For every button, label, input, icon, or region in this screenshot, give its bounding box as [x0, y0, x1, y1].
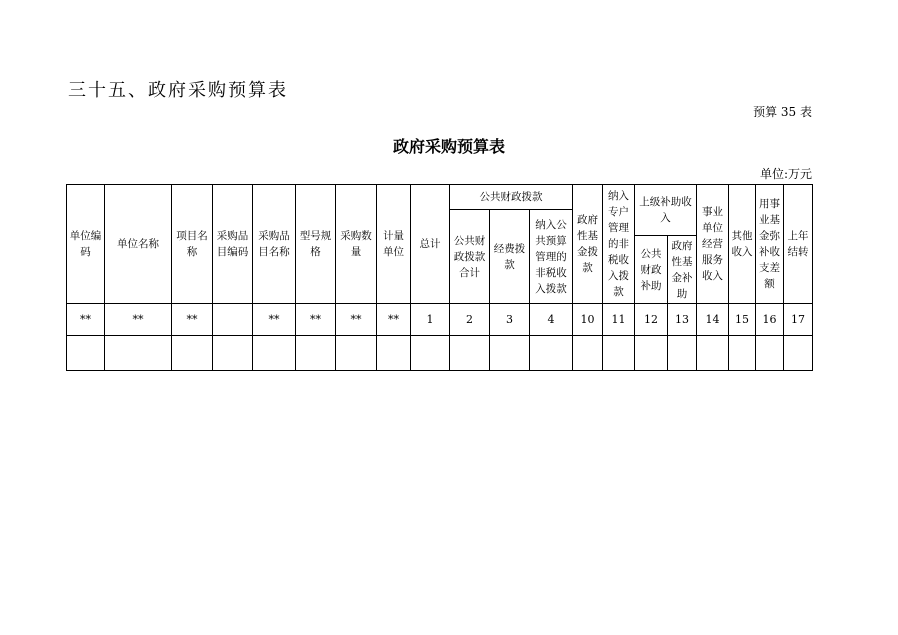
table-cell: 1 — [411, 304, 450, 336]
section-title: 三十五、政府采购预算表 — [68, 80, 288, 101]
header-other-income: 其他收入 — [729, 185, 756, 304]
header-public-finance-subsidy: 公共财政补助 — [635, 236, 668, 304]
table-cell[interactable] — [729, 336, 756, 371]
table-cell[interactable] — [296, 336, 336, 371]
header-gov-fund-subsidy: 政府性基金补助 — [668, 236, 697, 304]
table-cell: 11 — [603, 304, 635, 336]
table-cell: 15 — [729, 304, 756, 336]
header-funding: 经费拨款 — [490, 210, 530, 304]
table-cell: 4 — [530, 304, 573, 336]
header-public-finance: 公共财政拨款 — [450, 185, 573, 210]
table-cell: ** — [105, 304, 172, 336]
header-public-finance-total: 公共财政拨款合计 — [450, 210, 490, 304]
header-unit-code: 单位编码 — [67, 185, 105, 304]
table-cell: 16 — [756, 304, 784, 336]
table-cell: ** — [172, 304, 213, 336]
table-cell[interactable] — [784, 336, 813, 371]
table-cell — [213, 304, 253, 336]
table-cell[interactable] — [490, 336, 530, 371]
table-cell: 3 — [490, 304, 530, 336]
procurement-budget-table — [66, 184, 813, 371]
header-nontax-public-budget: 纳入公共预算管理的非税收入拨款 — [530, 210, 573, 304]
table-cell[interactable] — [697, 336, 729, 371]
table-cell: ** — [253, 304, 296, 336]
table-cell: 14 — [697, 304, 729, 336]
header-fund-balance: 用事业基金弥补收支差额 — [756, 185, 784, 304]
table-cell[interactable] — [530, 336, 573, 371]
table-cell[interactable] — [756, 336, 784, 371]
table-cell[interactable] — [253, 336, 296, 371]
table-cell[interactable] — [213, 336, 253, 371]
table-cell: ** — [336, 304, 377, 336]
table-cell: 10 — [573, 304, 603, 336]
table-cell[interactable] — [377, 336, 411, 371]
table-cell[interactable] — [105, 336, 172, 371]
header-superior-subsidy: 上级补助收入 — [635, 185, 697, 236]
table-cell[interactable] — [668, 336, 697, 371]
table-cell: 2 — [450, 304, 490, 336]
table-cell: ** — [377, 304, 411, 336]
table-title: 政府采购预算表 — [392, 137, 505, 156]
table-cell: 17 — [784, 304, 813, 336]
header-unit-name: 单位名称 — [105, 185, 172, 304]
table-cell: ** — [67, 304, 105, 336]
table-cell[interactable] — [67, 336, 105, 371]
header-spec: 型号规格 — [296, 185, 336, 304]
header-measure-unit: 计量单位 — [377, 185, 411, 304]
table-cell[interactable] — [573, 336, 603, 371]
header-business-income: 事业单位经营服务收入 — [697, 185, 729, 304]
table-cell[interactable] — [411, 336, 450, 371]
header-item-code: 采购品目编码 — [213, 185, 253, 304]
table-cell[interactable] — [336, 336, 377, 371]
table-cell[interactable] — [450, 336, 490, 371]
table-cell: ** — [296, 304, 336, 336]
table-cell[interactable] — [603, 336, 635, 371]
header-quantity: 采购数量 — [336, 185, 377, 304]
table-cell[interactable] — [172, 336, 213, 371]
header-total: 总计 — [411, 185, 450, 304]
table-code: 预算 35 表 — [753, 105, 812, 119]
header-project-name: 项目名称 — [172, 185, 213, 304]
unit-label: 单位:万元 — [759, 167, 812, 181]
header-carryover: 上年结转 — [784, 185, 813, 304]
table-cell[interactable] — [635, 336, 668, 371]
table-row — [67, 336, 813, 371]
header-gov-fund: 政府性基金拨款 — [573, 185, 603, 304]
table-cell: 12 — [635, 304, 668, 336]
table-cell: 13 — [668, 304, 697, 336]
header-special-nontax: 纳入专户管理的非税收入拨款 — [603, 185, 635, 304]
header-item-name: 采购品目名称 — [253, 185, 296, 304]
table-row — [67, 304, 813, 336]
